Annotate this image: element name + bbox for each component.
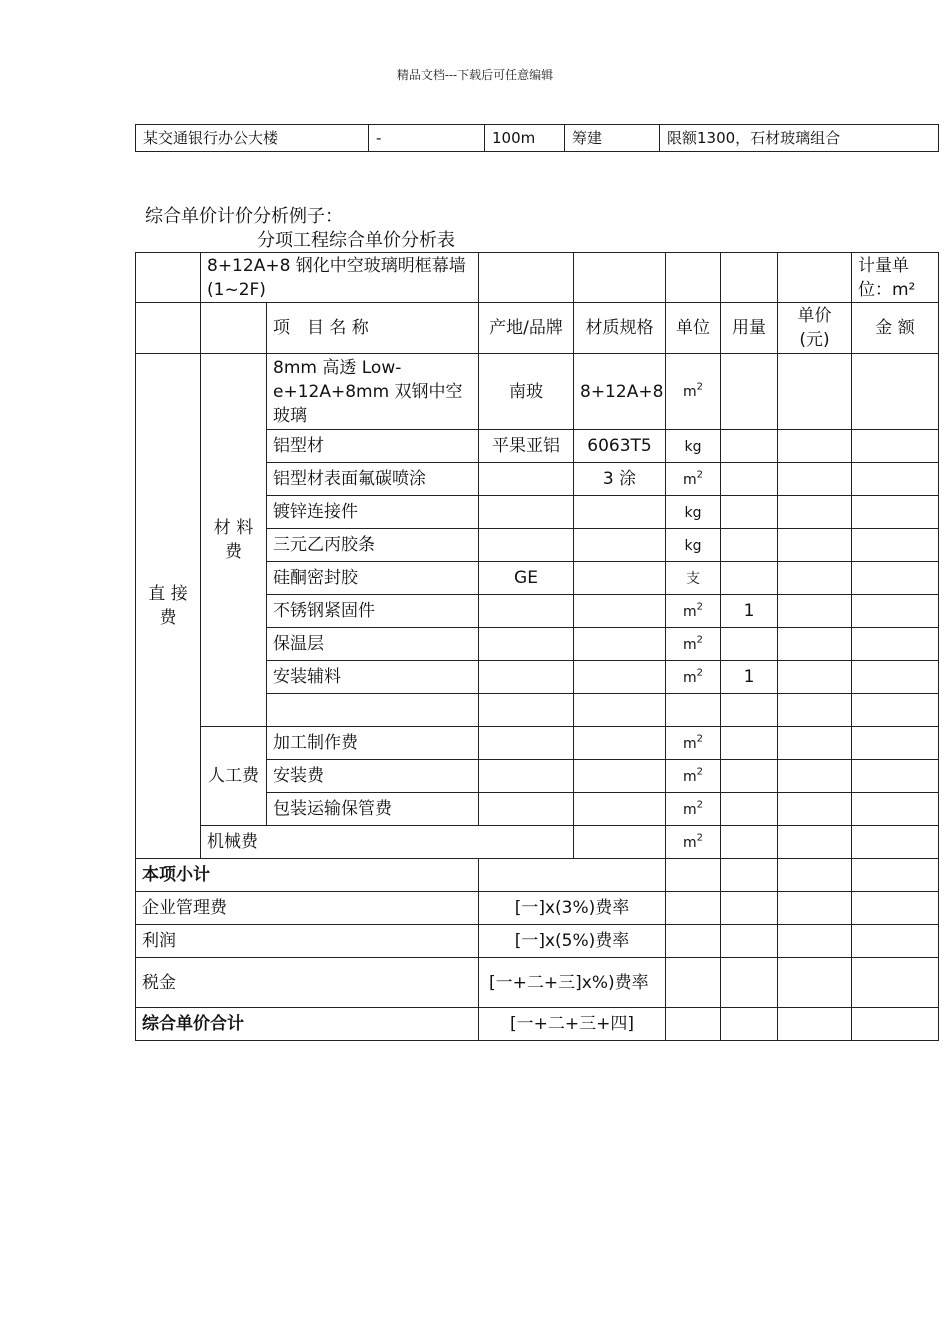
header-unit: 单位	[666, 303, 721, 354]
table-row	[136, 303, 939, 354]
blank-cell	[574, 727, 666, 760]
material-origin	[479, 661, 574, 694]
material-price	[778, 529, 852, 562]
header-qty: 用量	[721, 303, 778, 354]
blank-cell	[666, 1008, 721, 1041]
unit-text: kg	[684, 438, 702, 455]
unit-text: m	[682, 636, 697, 653]
item-title: 8+12A+8 钢化中空玻璃明框幕墙(1~2F)	[201, 253, 479, 303]
material-spec: 3 涂	[574, 463, 666, 496]
blank-cell	[778, 727, 852, 760]
summary-formula: [一]x(5%)费率	[479, 925, 666, 958]
blank-cell	[721, 892, 778, 925]
header-spec: 材质规格	[574, 303, 666, 354]
material-price	[778, 595, 852, 628]
material-spec	[574, 529, 666, 562]
material-amount	[852, 354, 939, 430]
summary-formula: [一+二+三]x%)费率	[479, 958, 666, 1008]
table-row	[136, 727, 939, 760]
summary-label: 税金	[136, 958, 479, 1008]
material-unit	[666, 463, 721, 496]
unit-text: m	[682, 471, 697, 488]
labor-name: 安装费	[267, 760, 479, 793]
project-name: 某交通银行办公大楼	[136, 125, 369, 152]
material-name: 不锈钢紧固件	[267, 595, 479, 628]
material-amount	[852, 694, 939, 727]
material-spec	[574, 694, 666, 727]
material-origin	[479, 595, 574, 628]
project-row	[136, 125, 939, 152]
unit-superscript: 2	[696, 381, 703, 393]
unit-text: 支	[686, 570, 700, 587]
material-unit	[666, 562, 721, 595]
unit-superscript: 2	[696, 831, 703, 843]
material-spec: 6063T5	[574, 430, 666, 463]
machine-unit	[666, 826, 721, 859]
unit-text: kg	[684, 504, 702, 521]
blank-cell	[778, 826, 852, 859]
unit-superscript: 2	[696, 600, 703, 612]
header-name: 项 目 名 称	[267, 303, 479, 354]
material-amount	[852, 661, 939, 694]
material-spec	[574, 595, 666, 628]
unit-text: m	[682, 669, 697, 686]
unit-superscript: 2	[696, 798, 703, 810]
table-row	[136, 892, 939, 925]
unit-superscript: 2	[696, 666, 703, 678]
intro-text: 综合单价计价分析例子：	[145, 206, 343, 227]
unit-text: kg	[684, 537, 702, 554]
labor-unit	[666, 793, 721, 826]
table-row	[136, 826, 939, 859]
blank-cell	[721, 859, 778, 892]
table-row	[136, 958, 939, 1008]
material-amount	[852, 463, 939, 496]
material-name	[267, 694, 479, 727]
project-status: 筹建	[565, 125, 660, 152]
material-unit	[666, 661, 721, 694]
table-row	[136, 1008, 939, 1041]
material-name: 三元乙丙胶条	[267, 529, 479, 562]
material-name: 保温层	[267, 628, 479, 661]
material-price	[778, 661, 852, 694]
blank-cell	[721, 925, 778, 958]
header-origin: 产地/品牌	[479, 303, 574, 354]
unit-text: m	[682, 735, 697, 752]
blank-cell	[721, 958, 778, 1008]
page-watermark: 精品文档---下载后可任意编辑	[396, 68, 554, 82]
unit-superscript: 2	[696, 732, 703, 744]
blank-cell	[778, 958, 852, 1008]
table-caption: 分项工程综合单价分析表	[257, 230, 455, 251]
material-price	[778, 628, 852, 661]
blank-cell	[778, 859, 852, 892]
unit-text: m	[682, 384, 697, 400]
material-origin	[479, 628, 574, 661]
blank-cell	[852, 958, 939, 1008]
material-name: 8mm 高透 Low-e+12A+8mm 双钢中空玻璃	[267, 354, 479, 430]
material-unit	[666, 595, 721, 628]
blank-cell	[852, 1008, 939, 1041]
summary-formula	[479, 859, 666, 892]
material-price	[778, 463, 852, 496]
blank-cell	[778, 253, 852, 303]
project-info-table	[135, 124, 939, 152]
machine-cost-label: 机械费	[201, 826, 574, 859]
material-spec	[574, 628, 666, 661]
header-amount: 金 额	[852, 303, 939, 354]
table-row	[136, 925, 939, 958]
summary-label: 企业管理费	[136, 892, 479, 925]
blank-cell	[852, 826, 939, 859]
summary-label: 利润	[136, 925, 479, 958]
table-row	[136, 859, 939, 892]
material-unit	[666, 694, 721, 727]
material-price	[778, 694, 852, 727]
material-origin	[479, 694, 574, 727]
project-height: 100m	[485, 125, 565, 152]
table-row	[136, 253, 939, 303]
blank-cell	[136, 303, 201, 354]
blank-cell	[852, 925, 939, 958]
material-unit	[666, 628, 721, 661]
blank-cell	[666, 925, 721, 958]
material-qty	[721, 694, 778, 727]
material-origin	[479, 496, 574, 529]
blank-cell	[574, 760, 666, 793]
labor-unit	[666, 760, 721, 793]
unit-price-analysis-table	[135, 252, 939, 1041]
unit-superscript: 2	[696, 468, 703, 480]
material-origin: GE	[479, 562, 574, 595]
material-amount	[852, 595, 939, 628]
material-unit	[666, 354, 721, 430]
summary-label: 综合单价合计	[136, 1008, 479, 1041]
material-price	[778, 562, 852, 595]
blank-cell	[778, 793, 852, 826]
blank-cell	[852, 892, 939, 925]
blank-cell	[721, 727, 778, 760]
blank-cell	[778, 1008, 852, 1041]
material-name: 镀锌连接件	[267, 496, 479, 529]
unit-text: m	[682, 834, 697, 851]
direct-cost-label: 直 接 费	[136, 354, 201, 859]
material-cost-label: 材 料 费	[201, 354, 267, 727]
material-origin	[479, 529, 574, 562]
summary-label: 本项小计	[136, 859, 479, 892]
material-qty	[721, 628, 778, 661]
blank-cell	[574, 826, 666, 859]
blank-cell	[666, 253, 721, 303]
blank-cell	[666, 892, 721, 925]
unit-note: 计量单位：m²	[852, 253, 939, 303]
blank-cell	[574, 253, 666, 303]
material-origin	[479, 463, 574, 496]
labor-unit	[666, 727, 721, 760]
material-price	[778, 354, 852, 430]
blank-cell	[852, 760, 939, 793]
material-name: 安装辅料	[267, 661, 479, 694]
blank-cell	[666, 958, 721, 1008]
blank-cell	[666, 859, 721, 892]
material-qty	[721, 496, 778, 529]
blank-cell	[852, 727, 939, 760]
blank-cell	[721, 253, 778, 303]
material-unit	[666, 496, 721, 529]
material-qty: 1	[721, 661, 778, 694]
material-qty: 1	[721, 595, 778, 628]
blank-cell	[721, 793, 778, 826]
material-amount	[852, 496, 939, 529]
blank-cell	[479, 253, 574, 303]
blank-cell	[479, 727, 574, 760]
project-dash: -	[369, 125, 485, 152]
header-price: 单价(元)	[778, 303, 852, 354]
blank-cell	[201, 303, 267, 354]
material-spec	[574, 562, 666, 595]
material-qty	[721, 562, 778, 595]
blank-cell	[852, 793, 939, 826]
blank-cell	[778, 760, 852, 793]
blank-cell	[721, 1008, 778, 1041]
material-origin: 南玻	[479, 354, 574, 430]
material-qty	[721, 529, 778, 562]
table-row	[136, 354, 939, 430]
blank-cell	[721, 760, 778, 793]
material-unit	[666, 430, 721, 463]
unit-text: m	[682, 603, 697, 620]
unit-superscript: 2	[696, 633, 703, 645]
material-qty	[721, 463, 778, 496]
blank-cell	[574, 793, 666, 826]
blank-cell	[778, 892, 852, 925]
material-qty	[721, 354, 778, 430]
unit-text: m	[682, 801, 697, 818]
material-spec	[574, 496, 666, 529]
summary-formula: [一]x(3%)费率	[479, 892, 666, 925]
blank-cell	[479, 760, 574, 793]
project-note: 限额1300，石材玻璃组合	[660, 125, 939, 152]
blank-cell	[479, 793, 574, 826]
unit-superscript: 2	[696, 765, 703, 777]
material-amount	[852, 628, 939, 661]
material-name: 硅酮密封胶	[267, 562, 479, 595]
material-spec	[574, 661, 666, 694]
labor-name: 加工制作费	[267, 727, 479, 760]
material-amount	[852, 430, 939, 463]
material-origin: 平果亚铝	[479, 430, 574, 463]
material-amount	[852, 562, 939, 595]
material-name: 铝型材	[267, 430, 479, 463]
material-amount	[852, 529, 939, 562]
labor-name: 包装运输保管费	[267, 793, 479, 826]
material-price	[778, 496, 852, 529]
blank-cell	[721, 826, 778, 859]
labor-cost-label: 人工费	[201, 727, 267, 826]
blank-cell	[852, 859, 939, 892]
summary-formula: [一+二+三+四]	[479, 1008, 666, 1041]
blank-cell	[778, 925, 852, 958]
material-price	[778, 430, 852, 463]
blank-cell	[136, 253, 201, 303]
material-unit	[666, 529, 721, 562]
material-qty	[721, 430, 778, 463]
unit-text: m	[682, 768, 697, 785]
material-name: 铝型材表面氟碳喷涂	[267, 463, 479, 496]
material-spec: 8+12A+8	[574, 354, 666, 430]
